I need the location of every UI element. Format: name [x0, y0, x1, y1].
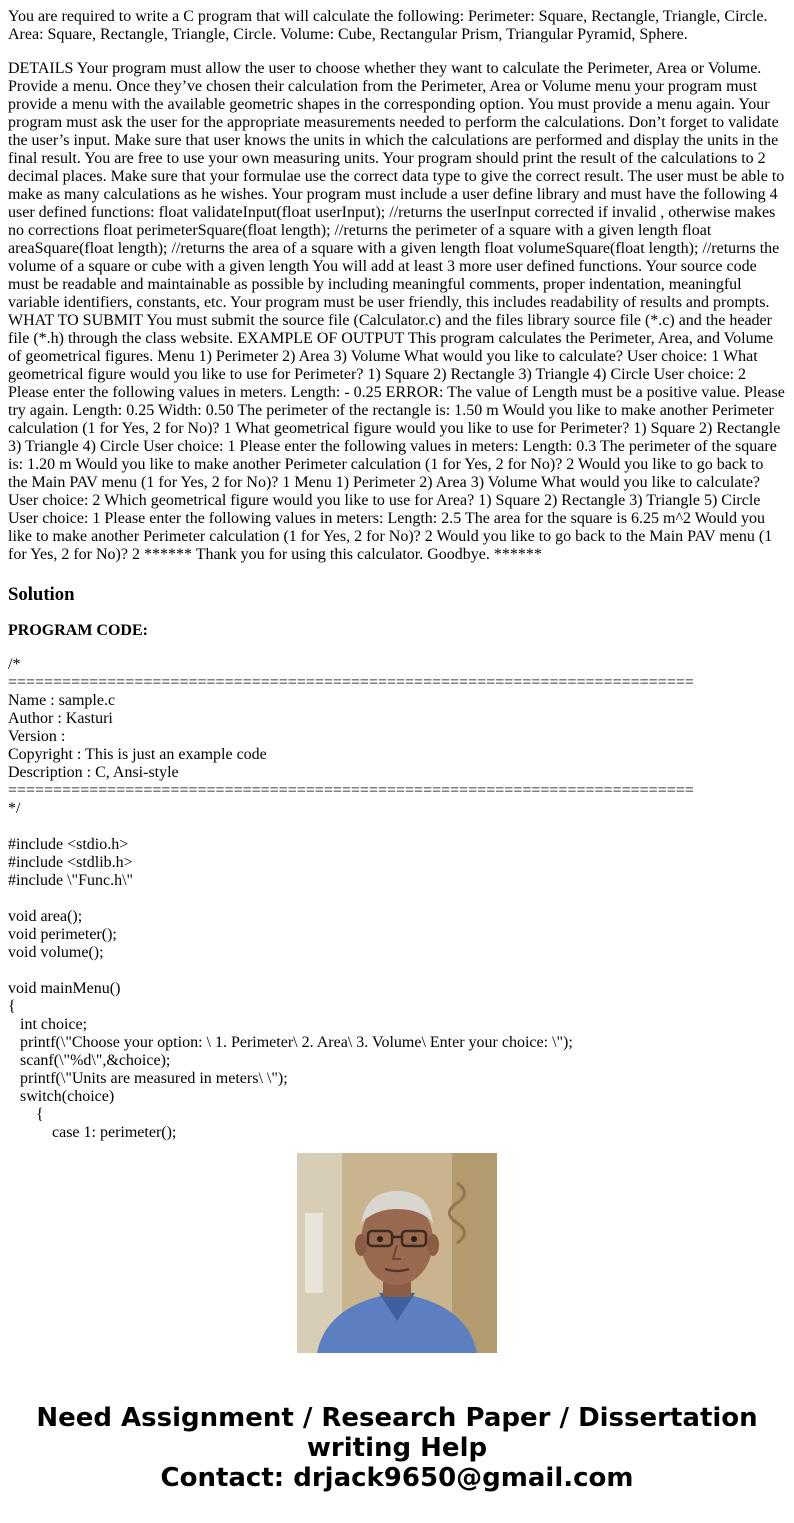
code-line: void area(); [8, 908, 83, 925]
program-code-label: PROGRAM CODE: [8, 622, 148, 639]
avatar [297, 1153, 497, 1353]
footer-line-1: Need Assignment / Research Paper / Dissertation [36, 1403, 758, 1433]
document-body [8, 8, 786, 656]
code-line: ============================================================================ [8, 674, 694, 691]
code-line: Author : Kasturi [8, 710, 113, 727]
footer-contact-email: Contact: drjack9650@gmail.com [160, 1463, 634, 1493]
solution-heading: Solution [8, 584, 75, 605]
code-line: /* [8, 656, 21, 673]
code-line: #include <stdlib.h> [8, 854, 133, 871]
code-line: printf(\"Units are measured in meters\ \"); [8, 1070, 288, 1087]
code-line: void volume(); [8, 944, 104, 961]
footer-line-2: writing Help [306, 1433, 488, 1463]
code-line: #include \"Func.h\" [8, 872, 134, 889]
code-line: Description : C, Ansi-style [8, 764, 179, 781]
code-line: void mainMenu() [8, 980, 121, 997]
code-line: Version : [8, 728, 66, 745]
question-details: DETAILS Your program must allow the user to choose whether they want to calculate the Perimeter, Area or Volume. Provide a menu. Once they’ve chosen their calculation from the Perimeter, Area or Volume menu your program must provide a menu with the available geometric shapes in the corresponding option. You must provide a menu again. Your program must ask the user for the appropriate measurements needed to perform the calculations. Don’t forget to validate the user’s input. Make sure that user knows the units in which the calculations are performed and display the units in the final result. You are free to use your own measuring units. Your program should print the result of the calculations to 2 decimal places. Make sure that your formulae use the correct data type to give the correct result. The user must be able to make as many calculations as he wishes. Your program must include a user define library and must have the following 4 user defined functions: float validateInput(float userInput); //returns the userInput corrected if invalid , otherwise makes no corrections float perimeterSquare(float length); //returns the perimeter of a square with a given length float areaSquare(float length); //returns the area of a square with a given length float volumeSquare(float length); //returns the volume of a square or cube with a given length You will add at least 3 more user defined functions. Your source code must be readable and maintainable as possible by including meaningful comments, proper indentation, meaningful variable identifiers, constants, etc. Your program must be user friendly, this includes readability of results and prompts. WHAT TO SUBMIT You must submit the source file (Calculator.c) and the files library source file (*.c) and the header file (*.h) through the class website. EXAMPLE OF OUTPUT This program calculates the Perimeter, Area, and Volume of geometrical figures. Menu 1) Perimeter 2) Area 3) Volume What would you like to calculate? User choice: 1 What geometrical figure would you like to use for Perimeter? 1) Square 2) Rectangle 3) Triangle 4) Circle User choice: 2 Please enter the following values in meters. Length: - 0.25 ERROR: The value of Length must be a positive value. Please try again. Length: 0.25 Width: 0.50 The perimeter of the rectangle is: 1.50 m Would you like to make another Perimeter calculation (1 for Yes, 2 for No)? 1 What geometrical figure would you like to use for Perimeter? 1) Square 2) Rectangle 3) Triangle 4) Circle User choice: 1 Please enter the following values in meters: Length: 0.3 The perimeter of the square is: 1.20 m Would you like to make another Perimeter calculation (1 for Yes, 2 for No)? 2 Would you like to go back to the Main PAV menu (1 for Yes, 2 for No)? 1 Menu 1) Perimeter 2) Area 3) Volume What would you like to calculate? User choice: 2 Which geometrical figure would you like to use for Area? 1) Square 2) Rectangle 3) Triangle 5) Circle User choice: 1 Please enter the following values in meters: Length: 2.5 The area for the square is 6.25 m^2 Would you like to make another Perimeter calculation (1 for Yes, 2 for No)? 2 Would you like to go back to the Main PAV menu (1 for Yes, 2 for No)? 2 ****** Thank you for using this calculator. Goodbye. ****** [8, 60, 785, 563]
question-intro: You are required to write a C program that will calculate the following: Perimeter: Square, Rectangle, Triangle, Circle. Area: Square, Rectangle, Triangle, Circle. Volume: Cube, Rectangular Prism, Triangular Pyramid, Sphere. [8, 8, 768, 43]
code-line: #include <stdio.h> [8, 836, 129, 853]
code-line [8, 962, 786, 980]
code-line: scanf(\"%d\",&choice); [8, 1052, 171, 1069]
code-line: Name : sample.c [8, 692, 116, 709]
code-line: switch(choice) [8, 1088, 115, 1105]
code-line [8, 818, 786, 836]
code-line: */ [8, 800, 21, 817]
code-line: printf(\"Choose your option: \ 1. Perimeter\ 2. Area\ 3. Volume\ Enter your choice: \"); [8, 1034, 573, 1051]
code-line: { [8, 998, 16, 1015]
code-line: Copyright : This is just an example code [8, 746, 267, 763]
code-line: int choice; [8, 1016, 88, 1033]
code-line: case 1: perimeter(); [8, 1124, 177, 1141]
code-block [8, 656, 786, 1141]
code-line: void perimeter(); [8, 926, 117, 943]
footer-contact [0, 1403, 794, 1493]
code-line: ============================================================================ [8, 782, 694, 799]
code-line: { [8, 1106, 44, 1123]
person-portrait-icon [297, 1153, 497, 1353]
code-line [8, 890, 786, 908]
